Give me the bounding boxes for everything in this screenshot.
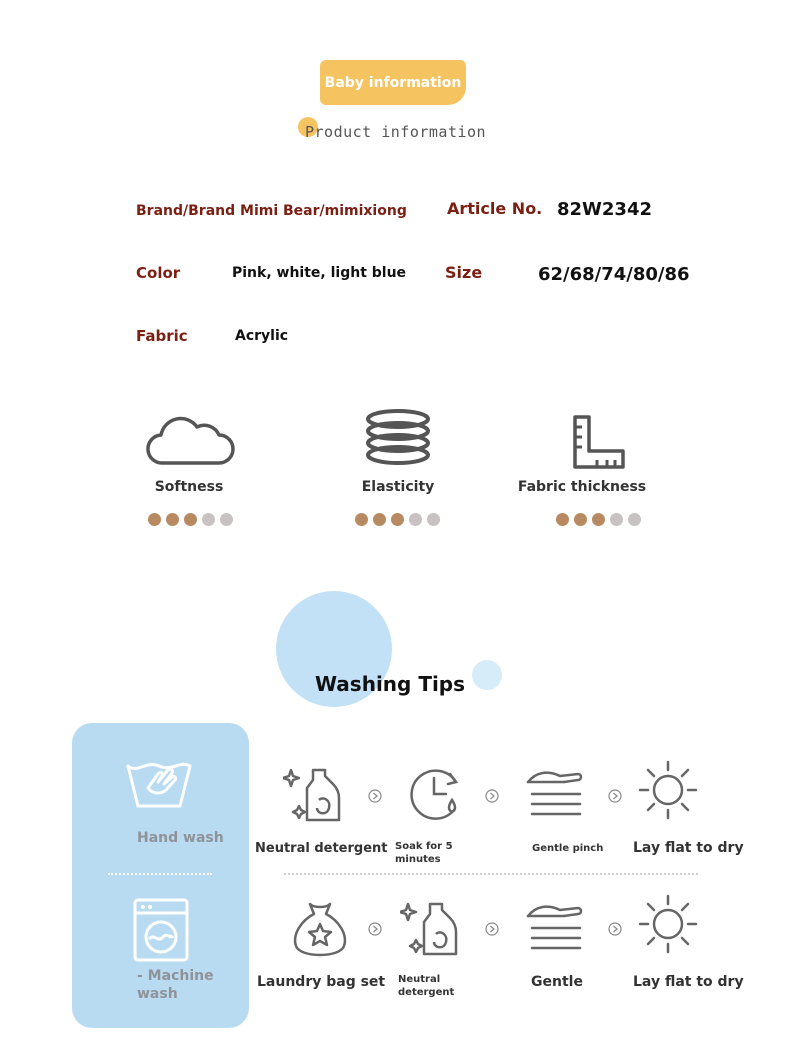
rating-dot: [574, 513, 587, 526]
gentle-hand-icon: [524, 896, 588, 960]
rating-dot: [220, 513, 233, 526]
step-gentle: Gentle: [531, 974, 583, 990]
washing-machine-icon: [132, 897, 190, 963]
hand-wash-icon: [124, 750, 194, 812]
rating-dot: [202, 513, 215, 526]
step-neutral-detergent-machine: Neutral detergent: [398, 974, 455, 998]
rating-dot: [391, 513, 404, 526]
step-lay-flat-to-dry-machine: Lay flat to dry: [633, 974, 744, 990]
cloud-icon: [145, 405, 235, 475]
arrow-right-icon: [608, 922, 622, 936]
rating-dot: [409, 513, 422, 526]
step-soak: Soak for 5 minutes: [395, 841, 453, 865]
feature-label-fabric-thickness: Fabric thickness: [517, 479, 647, 495]
rating-dot: [184, 513, 197, 526]
step-gentle-pinch: Gentle pinch: [532, 843, 604, 854]
rating-dot: [427, 513, 440, 526]
row-divider: [284, 873, 698, 875]
size-label: Size: [445, 263, 483, 282]
rating-dot: [166, 513, 179, 526]
step-laundry-bag-set: Laundry bag set: [257, 974, 386, 990]
fabric-label: Fabric: [136, 327, 188, 345]
rating-softness: [148, 513, 233, 526]
rating-dot: [556, 513, 569, 526]
step-neutral-detergent: Neutral detergent: [255, 841, 388, 856]
feature-label-elasticity: Elasticity: [361, 479, 435, 495]
arrow-right-icon: [368, 789, 382, 803]
laundry-bag-icon: [288, 898, 352, 962]
fabric-value: Acrylic: [235, 328, 289, 344]
ruler-icon: [555, 405, 645, 475]
arrow-right-icon: [485, 922, 499, 936]
washing-tips-title: Washing Tips: [314, 672, 466, 696]
arrow-right-icon: [368, 922, 382, 936]
color-label: Color: [136, 264, 181, 282]
rating-fabric-thickness: [556, 513, 641, 526]
arrow-right-icon: [485, 789, 499, 803]
hand-wash-label: Hand wash: [137, 830, 224, 846]
rating-dot: [610, 513, 623, 526]
clock-water-icon: [404, 762, 468, 826]
size-value: 62/68/74/80/86: [538, 264, 690, 285]
sun-icon: [636, 892, 700, 956]
color-value: Pink, white, light blue: [232, 265, 407, 281]
rating-elasticity: [355, 513, 440, 526]
rating-dot: [592, 513, 605, 526]
panel-divider: [108, 873, 212, 875]
rating-dot: [148, 513, 161, 526]
rating-dot: [373, 513, 386, 526]
detergent-bottle-icon: [283, 762, 347, 826]
rating-dot: [355, 513, 368, 526]
gentle-hand-icon: [524, 762, 588, 826]
sun-icon: [636, 758, 700, 822]
rating-dot: [628, 513, 641, 526]
machine-wash-label: - Machine wash: [137, 968, 214, 1002]
article-label: Article No.: [447, 199, 543, 218]
article-value: 82W2342: [557, 199, 653, 220]
brand-text: Brand/Brand Mimi Bear/mimixiong: [136, 203, 407, 219]
step-lay-flat-to-dry: Lay flat to dry: [633, 840, 744, 856]
detergent-bottle-icon: [400, 896, 464, 960]
arrow-right-icon: [608, 789, 622, 803]
product-information-subtitle: Product information: [305, 123, 487, 141]
spring-icon: [353, 405, 443, 475]
feature-label-softness: Softness: [154, 479, 224, 495]
baby-information-badge: Baby information: [320, 60, 466, 105]
